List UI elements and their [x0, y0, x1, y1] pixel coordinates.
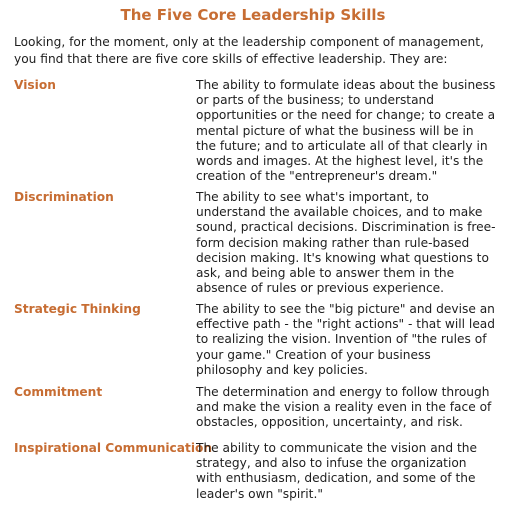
skill-description-vision: The ability to formulate ideas about the business or parts of the business; to understand opportunities or the need for change; to create a mental picture of what the business will be in the future; and to articulate all of that clearly in words and images. At the highest level, it's the creation of the "entrepreneur's dream." [196, 78, 496, 184]
skill-description-strategic-thinking: The ability to see the "big picture" and devise an effective path - the "right actions" - that will lead to realizing the vision. Invention of "the rules of your game." Creation of your business philosophy and key policies. [196, 302, 496, 377]
skill-name-discrimination: Discrimination [14, 190, 114, 204]
skill-description-commitment: The determination and energy to follow through and make the vision a reality even in the face of obstacles, opposition, uncertainty, and risk. [196, 385, 492, 430]
page-title: The Five Core Leadership Skills [120, 6, 386, 24]
skill-description-inspirational-communication: The ability to communicate the vision and the strategy, and also to infuse the organization with enthusiasm, dedication, and some of the leader's own "spirit." [196, 441, 478, 501]
skill-name-commitment: Commitment [14, 385, 103, 399]
skill-name-vision: Vision [14, 78, 56, 92]
skill-name-inspirational-communication: Inspirational Communication [14, 441, 213, 455]
skill-description-discrimination: The ability to see what's important, to understand the available choices, and to make sound, practical decisions. Discrimination is free-form decision making rather than rule-based decision making. It's knowing what questions to ask, and being able to answer them in the absence of rules or previous experience. [196, 190, 496, 296]
intro-paragraph: Looking, for the moment, only at the leadership component of management, you find that there are five core skills of effective leadership. They are: [14, 35, 484, 66]
skill-name-strategic-thinking: Strategic Thinking [14, 302, 141, 316]
